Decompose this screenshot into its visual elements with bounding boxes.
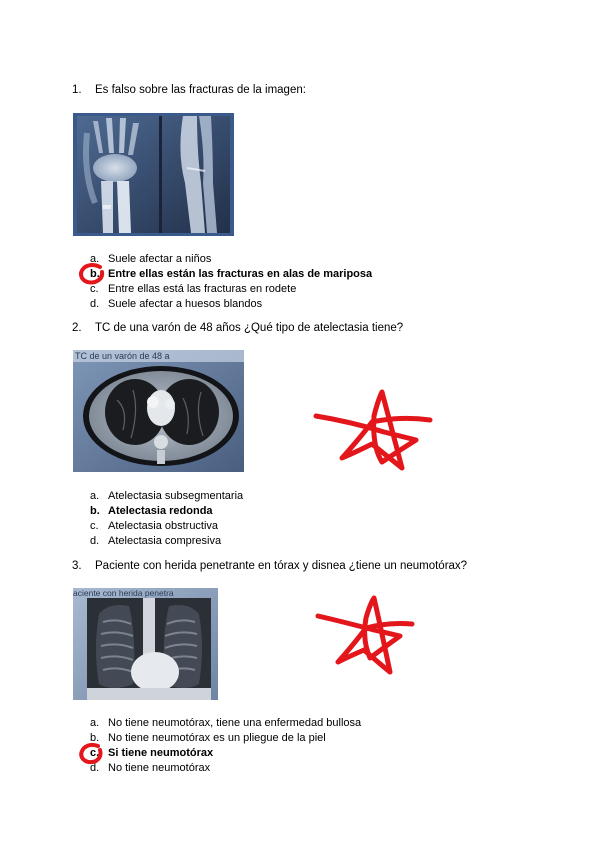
chest-xray-graphic	[73, 588, 218, 700]
wrist-xray-image	[73, 113, 234, 236]
option-letter: c.	[90, 283, 99, 295]
question-text: Es falso sobre las fracturas de la imagen:	[95, 84, 306, 96]
star-mark	[314, 594, 416, 680]
option-text: Atelectasia obstructiva	[108, 520, 219, 532]
option-a[interactable]	[90, 252, 372, 267]
chest-xray-image	[73, 588, 218, 700]
question-2-stem	[72, 322, 403, 334]
option-letter: b.	[90, 505, 100, 517]
question-text: TC de una varón de 48 años ¿Qué tipo de atelectasia tiene?	[95, 322, 404, 334]
option-text: Entre ellas están las fracturas en alas de mariposa	[108, 268, 373, 280]
option-text: Atelectasia subsegmentaria	[108, 490, 244, 502]
option-text: No tiene neumotórax	[108, 762, 211, 774]
image-caption: aciente con herida penetra	[73, 588, 174, 598]
option-text: Entre ellas está las fracturas en rodete	[108, 283, 297, 295]
option-d[interactable]	[90, 761, 361, 776]
question-number: 2.	[72, 322, 82, 334]
option-text: Si tiene neumotórax	[108, 747, 214, 759]
option-letter: a.	[90, 490, 100, 502]
option-d[interactable]	[90, 297, 372, 312]
question-3-options	[90, 716, 361, 776]
question-number: 3.	[72, 560, 82, 572]
option-b[interactable]	[90, 504, 243, 519]
option-letter: d.	[90, 762, 100, 774]
question-text: Paciente con herida penetrante en tórax y disnea ¿tiene un neumotórax?	[95, 560, 468, 572]
question-1-options	[90, 252, 372, 312]
option-letter: b.	[90, 268, 100, 280]
option-b[interactable]	[90, 731, 361, 746]
image-caption: TC de un varón de 48 a	[75, 351, 170, 361]
question-number: 1.	[72, 84, 82, 96]
option-c[interactable]	[90, 746, 361, 761]
option-text: Atelectasia compresiva	[108, 535, 222, 547]
option-text: Atelectasia redonda	[108, 505, 213, 517]
option-c[interactable]	[90, 519, 243, 534]
circle-mark	[78, 262, 108, 286]
question-2-options	[90, 489, 243, 549]
option-letter: d.	[90, 298, 100, 310]
star-mark	[312, 386, 434, 478]
option-letter: c.	[90, 747, 100, 759]
wrist-xray-graphic	[73, 113, 234, 236]
option-text: Suele afectar a niños	[108, 253, 212, 265]
option-text: Suele afectar a huesos blandos	[108, 298, 263, 310]
option-letter: b.	[90, 732, 100, 744]
option-letter: a.	[90, 253, 100, 265]
option-text: No tiene neumotórax es un pliegue de la piel	[108, 732, 326, 744]
option-b[interactable]	[90, 267, 372, 282]
option-letter: a.	[90, 717, 100, 729]
question-3-stem	[72, 560, 467, 572]
option-letter: d.	[90, 535, 100, 547]
option-letter: c.	[90, 520, 99, 532]
option-c[interactable]	[90, 282, 372, 297]
option-a[interactable]	[90, 716, 361, 731]
chest-ct-image	[73, 350, 244, 472]
circle-mark	[78, 742, 106, 766]
option-a[interactable]	[90, 489, 243, 504]
option-d[interactable]	[90, 534, 243, 549]
question-1-stem	[72, 84, 306, 96]
chest-ct-graphic	[73, 350, 244, 472]
option-text: No tiene neumotórax, tiene una enfermedad bullosa	[108, 717, 362, 729]
